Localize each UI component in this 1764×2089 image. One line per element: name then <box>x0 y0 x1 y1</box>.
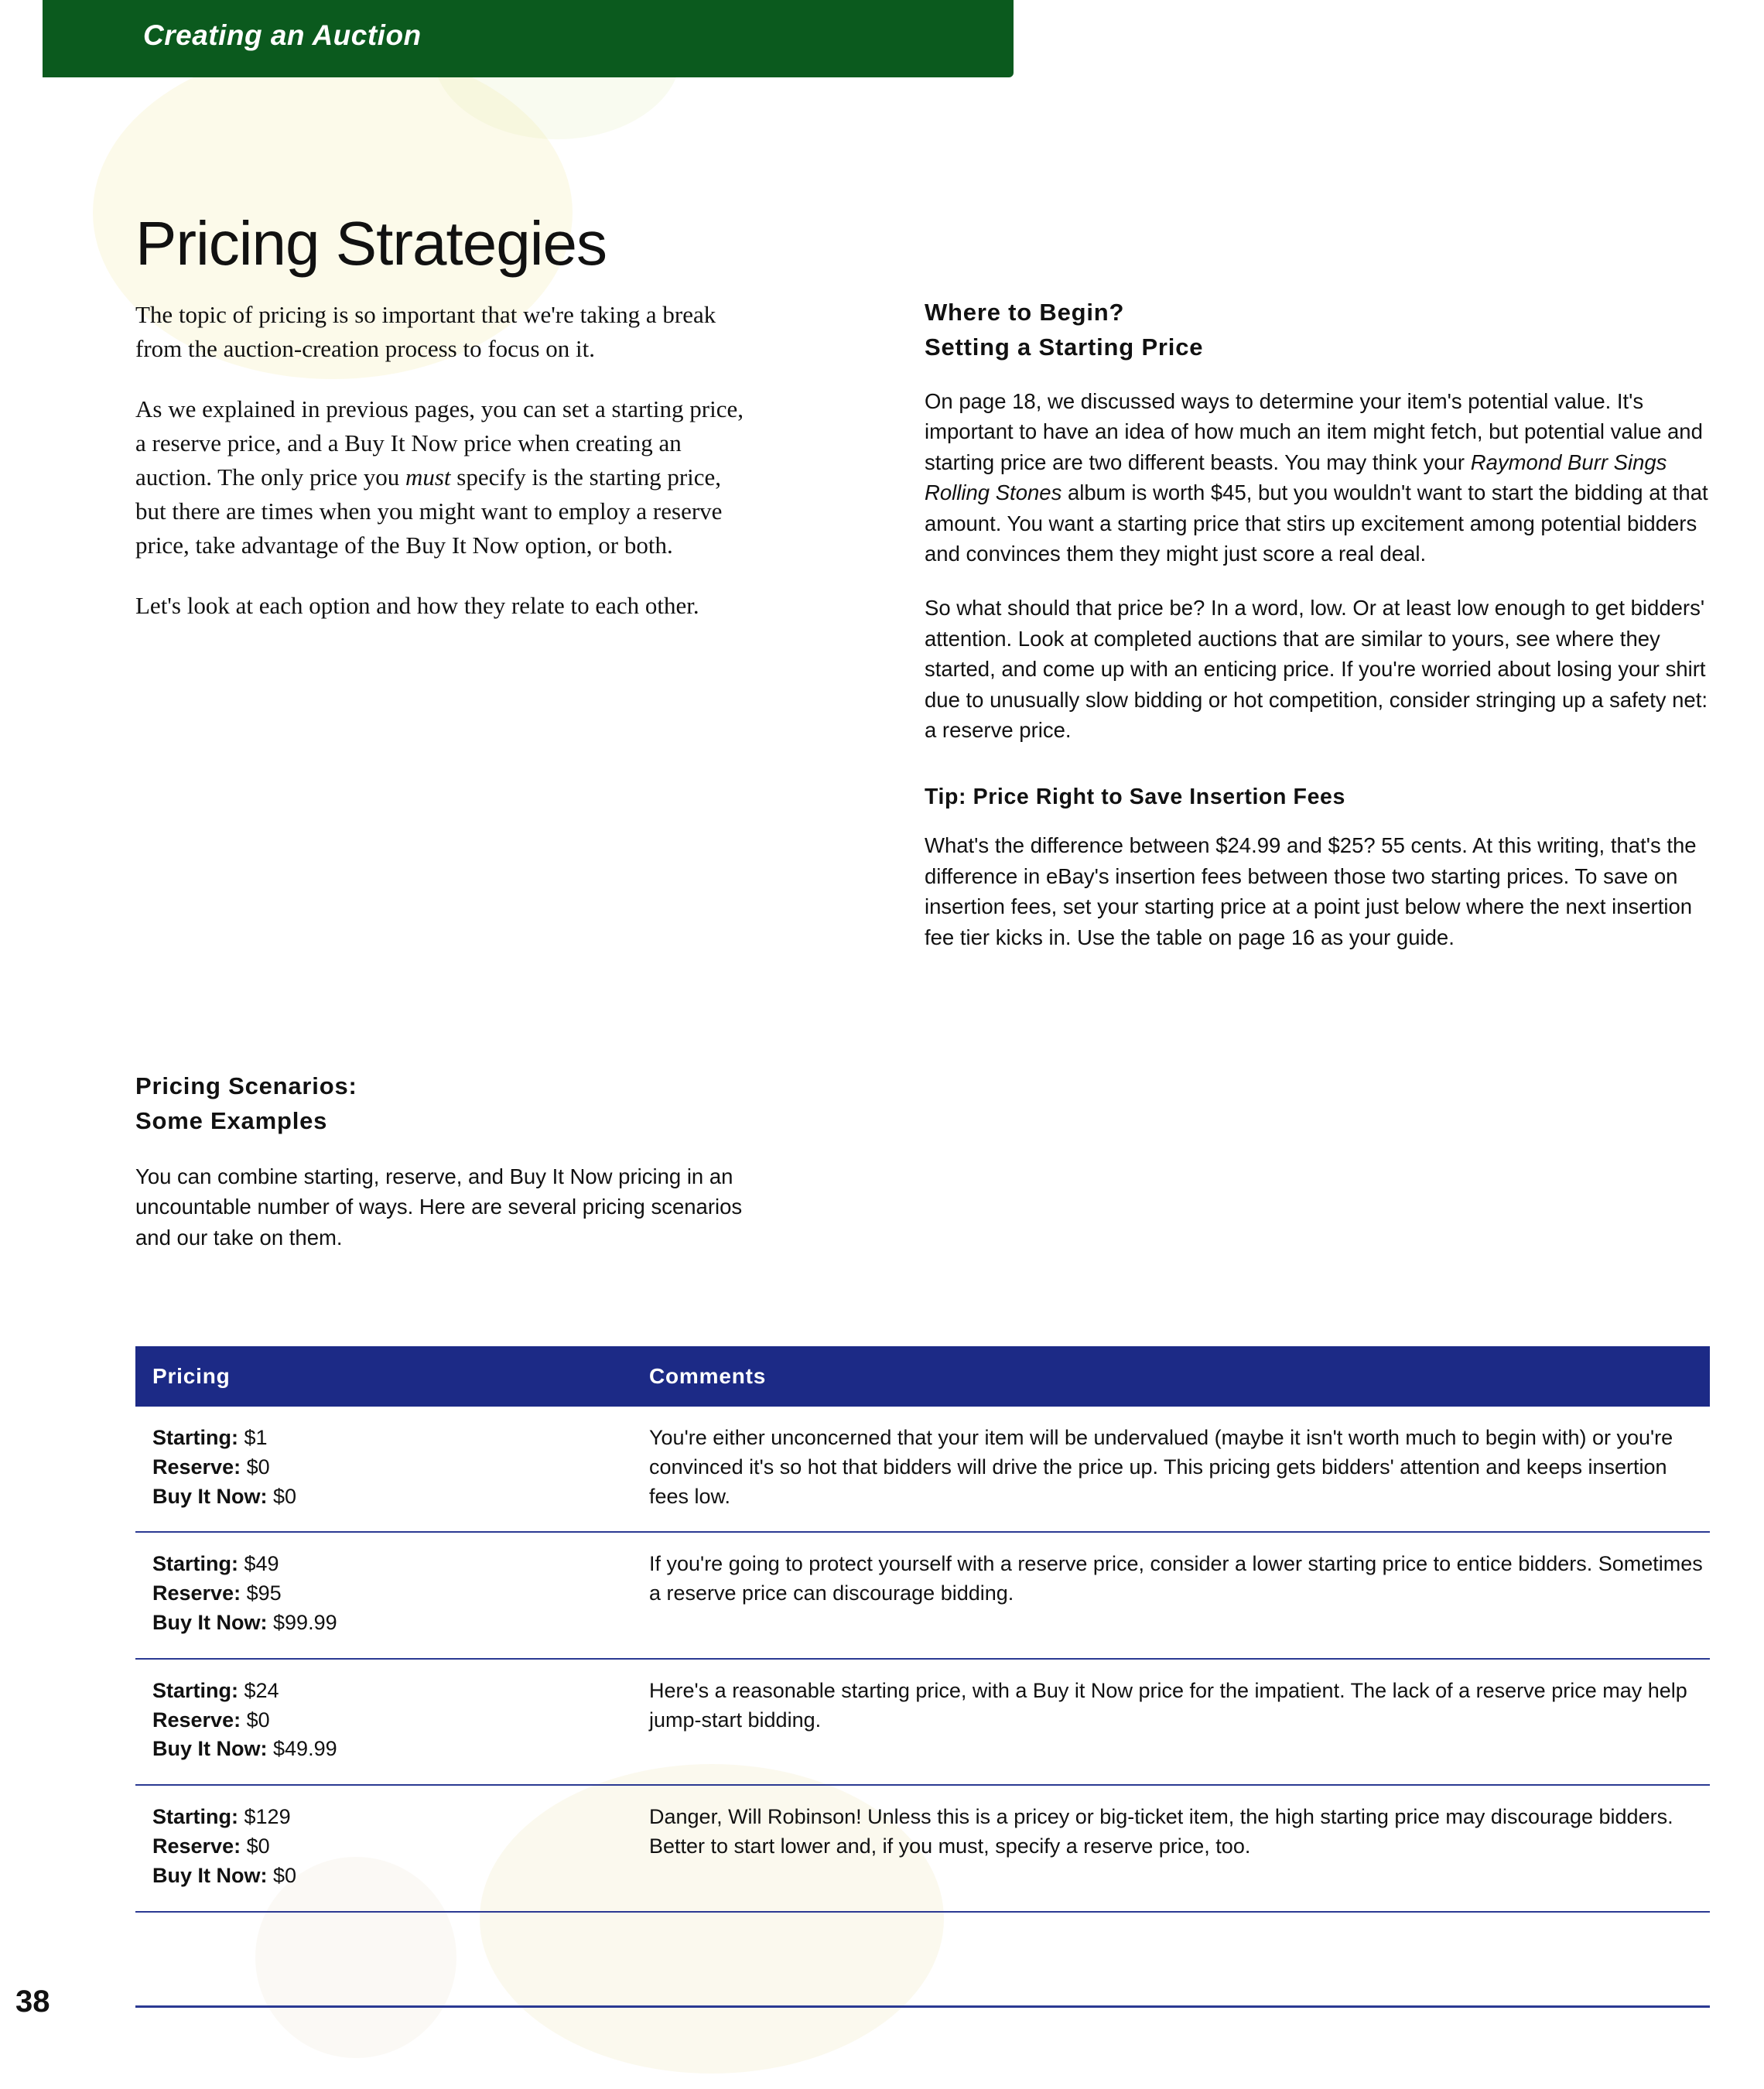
reserve-price-line <box>152 1832 632 1862</box>
reserve-price-line <box>152 1579 632 1609</box>
para2-part-b: specify is the starting price, but there are times when you might want to employ a reserve price, take advantage of the Buy It Now option, or both. <box>135 463 723 559</box>
reserve-label: Reserve: <box>152 1834 241 1858</box>
table-row <box>135 1785 1710 1911</box>
buy-it-now-value: $49.99 <box>273 1737 337 1761</box>
starting-value: $24 <box>244 1678 279 1702</box>
tip-paragraph: What's the difference between $24.99 and $25? 55 cents. At this writing, that's the difference in eBay's insertion fees between those two starting prices. To save on insertion fees, set your starting price at a point just below where the next insertion fee tier kicks in. Use the table on page 16 as your guide. <box>925 833 1697 949</box>
starting-label: Starting: <box>152 1426 238 1449</box>
reserve-value: $0 <box>246 1455 270 1479</box>
starting-label: Starting: <box>152 1678 238 1702</box>
album-title-emphasis: Raymond Burr Sings Rolling Stones <box>925 450 1667 505</box>
table-cell-comment: Here's a reasonable starting price, with a Buy it Now price for the impatient. The lack of a reserve price may help jump-start bidding. <box>632 1659 1710 1785</box>
scenarios-heading-line2: Some Examples <box>135 1106 328 1134</box>
starting-price-line <box>152 1550 632 1579</box>
buy-it-now-line <box>152 1735 632 1764</box>
reserve-price-line <box>152 1453 632 1482</box>
table-body <box>135 1407 1710 1912</box>
reserve-label: Reserve: <box>152 1455 241 1479</box>
starting-price-line <box>152 1677 632 1706</box>
reserve-label: Reserve: <box>152 1708 241 1732</box>
table-cell-pricing <box>135 1407 632 1532</box>
reserve-value: $0 <box>246 1708 270 1732</box>
table-cell-pricing <box>135 1659 632 1785</box>
right-paragraph-2: So what should that price be? In a word, low. Or at least low enough to get bidders' attention. Look at completed auctions that are similar to yours, see where they started, and come up with an enticing price. If you're worried about losing your shirt due to unusually slow bidding or hot competition, consider stringing up a safety net: a reserve price. <box>925 596 1708 743</box>
table-header-row <box>135 1346 1710 1407</box>
tip-heading: Tip: Price Right to Save Insertion Fees <box>925 785 1345 810</box>
table-row <box>135 1407 1710 1532</box>
table-cell-comment: You're either unconcerned that your item will be undervalued (maybe it isn't worth much to begin with) or you're convinced it's so hot that bidders will drive the price up. This pricing gets bidders' attention and keeps insertion fees low. <box>632 1407 1710 1532</box>
intro-paragraph-2 <box>135 392 754 562</box>
buy-it-now-label: Buy It Now: <box>152 1737 268 1761</box>
scenarios-heading-line1: Pricing Scenarios: <box>135 1072 357 1099</box>
starting-value: $49 <box>244 1552 279 1576</box>
where-to-begin-heading-line1: Where to Begin? <box>925 299 1125 326</box>
chapter-title: Creating an Auction <box>143 19 422 51</box>
table-cell-comment: If you're going to protect yourself with a reserve price, consider a lower starting price to entice bidders. Sometimes a reserve price can discourage bidding. <box>632 1532 1710 1658</box>
starting-value: $1 <box>244 1426 268 1449</box>
table-cell-pricing <box>135 1532 632 1658</box>
scenarios-paragraph: You can combine starting, reserve, and Buy It Now pricing in an uncountable number of ways. Here are several pricing scenarios and our take on them. <box>135 1164 743 1250</box>
chapter-header-tab <box>43 0 1014 77</box>
table-header <box>135 1346 1710 1407</box>
table-header-comments: Comments <box>632 1346 1710 1407</box>
table-row <box>135 1659 1710 1785</box>
buy-it-now-label: Buy It Now: <box>152 1610 268 1634</box>
reserve-price-line <box>152 1706 632 1735</box>
buy-it-now-value: $99.99 <box>273 1610 337 1634</box>
pricing-scenarios-table-wrapper <box>135 1346 1710 1913</box>
buy-it-now-label: Buy It Now: <box>152 1863 268 1887</box>
buy-it-now-label: Buy It Now: <box>152 1484 268 1508</box>
footer-rule <box>135 2005 1710 2008</box>
reserve-label: Reserve: <box>152 1581 241 1605</box>
where-to-begin-heading-line2: Setting a Starting Price <box>925 333 1204 361</box>
table-row <box>135 1532 1710 1658</box>
right-para1-part-a: On page 18, we discussed ways to determine your item's potential value. It's important to have an idea of how much an item might fetch, but potential value and starting price are two different beasts. You may think your <box>925 388 1703 474</box>
right-column <box>925 298 1718 976</box>
reserve-value: $95 <box>246 1581 282 1605</box>
buy-it-now-value: $0 <box>273 1484 297 1508</box>
page-number: 38 <box>15 1985 50 2019</box>
buy-it-now-line <box>152 1862 632 1891</box>
starting-label: Starting: <box>152 1552 238 1576</box>
table-header-pricing: Pricing <box>135 1346 632 1407</box>
table-cell-pricing <box>135 1785 632 1911</box>
pricing-scenarios-table <box>135 1346 1710 1913</box>
intro-paragraph-1: The topic of pricing is so important that we're taking a break from the auction-creation process to focus on it. <box>135 301 716 363</box>
para2-emphasis: must <box>405 463 451 491</box>
intro-paragraph-3: Let's look at each option and how they relate to each other. <box>135 592 699 620</box>
table-cell-comment: Danger, Will Robinson! Unless this is a pricey or big-ticket item, the high starting price may discourage bidders. Better to start lower and, if you must, specify a reserve price, too. <box>632 1785 1710 1911</box>
page-title: Pricing Strategies <box>135 208 607 278</box>
right-para1-part-b: album is worth $45, but you wouldn't want to start the bidding at that amount. You want a starting price that stirs up excitement among potential bidders and convinces them they might just score a real deal. <box>925 480 1708 566</box>
pricing-scenarios-section <box>135 1072 770 1276</box>
left-column <box>135 298 754 649</box>
starting-price-line <box>152 1803 632 1832</box>
para2-part-a: As we explained in previous pages, you can set a starting price, a reserve price, and a Buy It Now price when creating an auction. The only price you <box>135 395 744 491</box>
buy-it-now-line <box>152 1482 632 1512</box>
starting-value: $129 <box>244 1805 291 1829</box>
reserve-value: $0 <box>246 1834 270 1858</box>
starting-price-line <box>152 1424 632 1453</box>
buy-it-now-value: $0 <box>273 1863 297 1887</box>
right-paragraph-1 <box>925 386 1718 570</box>
starting-label: Starting: <box>152 1805 238 1829</box>
buy-it-now-line <box>152 1609 632 1638</box>
